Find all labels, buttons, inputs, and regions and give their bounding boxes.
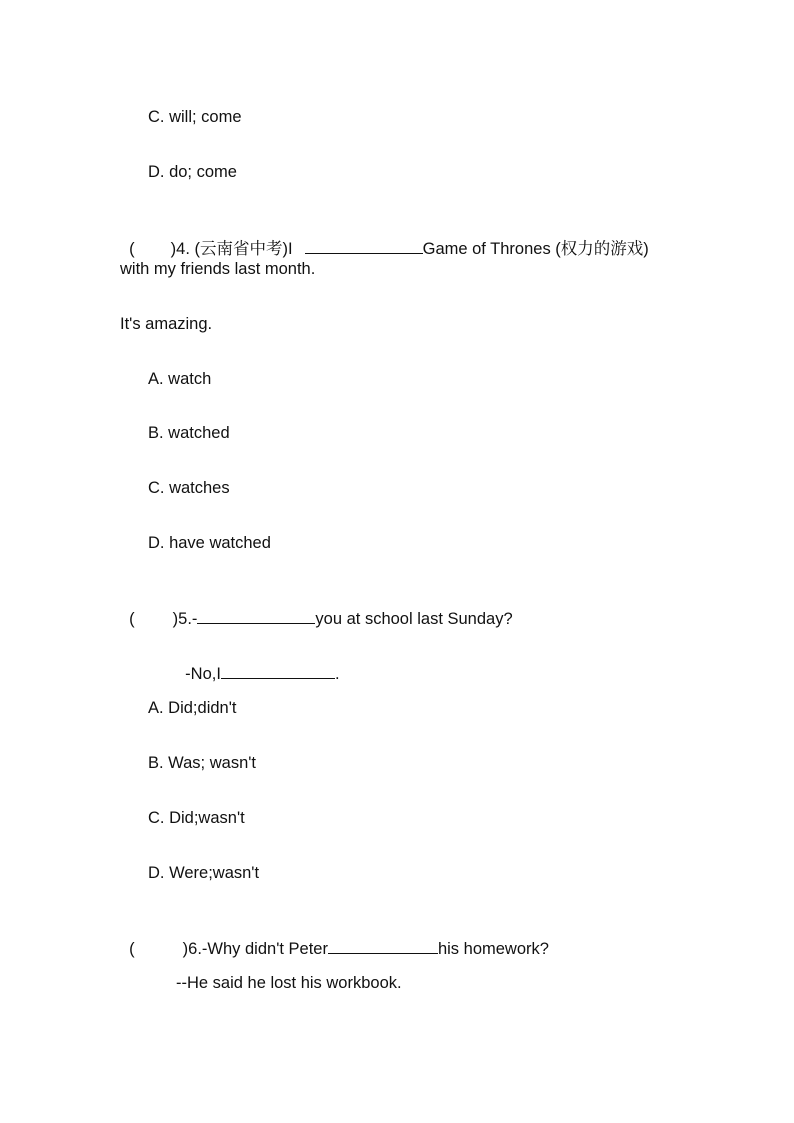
q4-option-c: C. watches	[148, 479, 230, 497]
q5-reply	[176, 643, 340, 684]
q5-option-c: C. Did;wasn't	[148, 809, 245, 827]
question-number: )5.-	[172, 610, 198, 628]
q6-reply: --He said he lost his workbook.	[176, 974, 402, 992]
q4-line-3: It's amazing.	[120, 315, 213, 333]
question-text-start: )6.-Why didn't Peter	[182, 940, 328, 958]
question-text: Game of Thrones (权力的游戏)	[422, 240, 649, 258]
reply-text: -No,I	[185, 665, 221, 683]
q4-stem	[120, 218, 649, 259]
answer-blank	[305, 238, 423, 254]
question-source: (云南省中考)I	[194, 240, 293, 258]
q4-line-2: with my friends last month.	[120, 260, 316, 278]
q3-option-c: C. will; come	[148, 108, 242, 126]
answer-blank	[197, 608, 315, 624]
q3-option-d: D. do; come	[148, 163, 237, 181]
q4-option-a: A. watch	[148, 370, 212, 388]
q5-option-b: B. Was; wasn't	[148, 754, 256, 772]
q4-option-b: B. watched	[148, 424, 230, 442]
answer-paren-open: (	[129, 610, 135, 628]
answer-paren-open: (	[129, 940, 135, 958]
answer-paren-open: (	[129, 240, 135, 258]
answer-blank	[221, 663, 335, 679]
q4-option-d: D. have watched	[148, 534, 271, 552]
question-number: )4.	[170, 240, 190, 258]
answer-blank	[328, 938, 438, 954]
q5-option-a: A. Did;didn't	[148, 699, 237, 717]
q6-stem	[120, 918, 549, 959]
q5-option-d: D. Were;wasn't	[148, 864, 260, 882]
reply-period: .	[334, 665, 340, 683]
question-text-end: his homework?	[437, 940, 549, 958]
q5-stem	[120, 588, 513, 629]
question-text: you at school last Sunday?	[315, 610, 513, 628]
